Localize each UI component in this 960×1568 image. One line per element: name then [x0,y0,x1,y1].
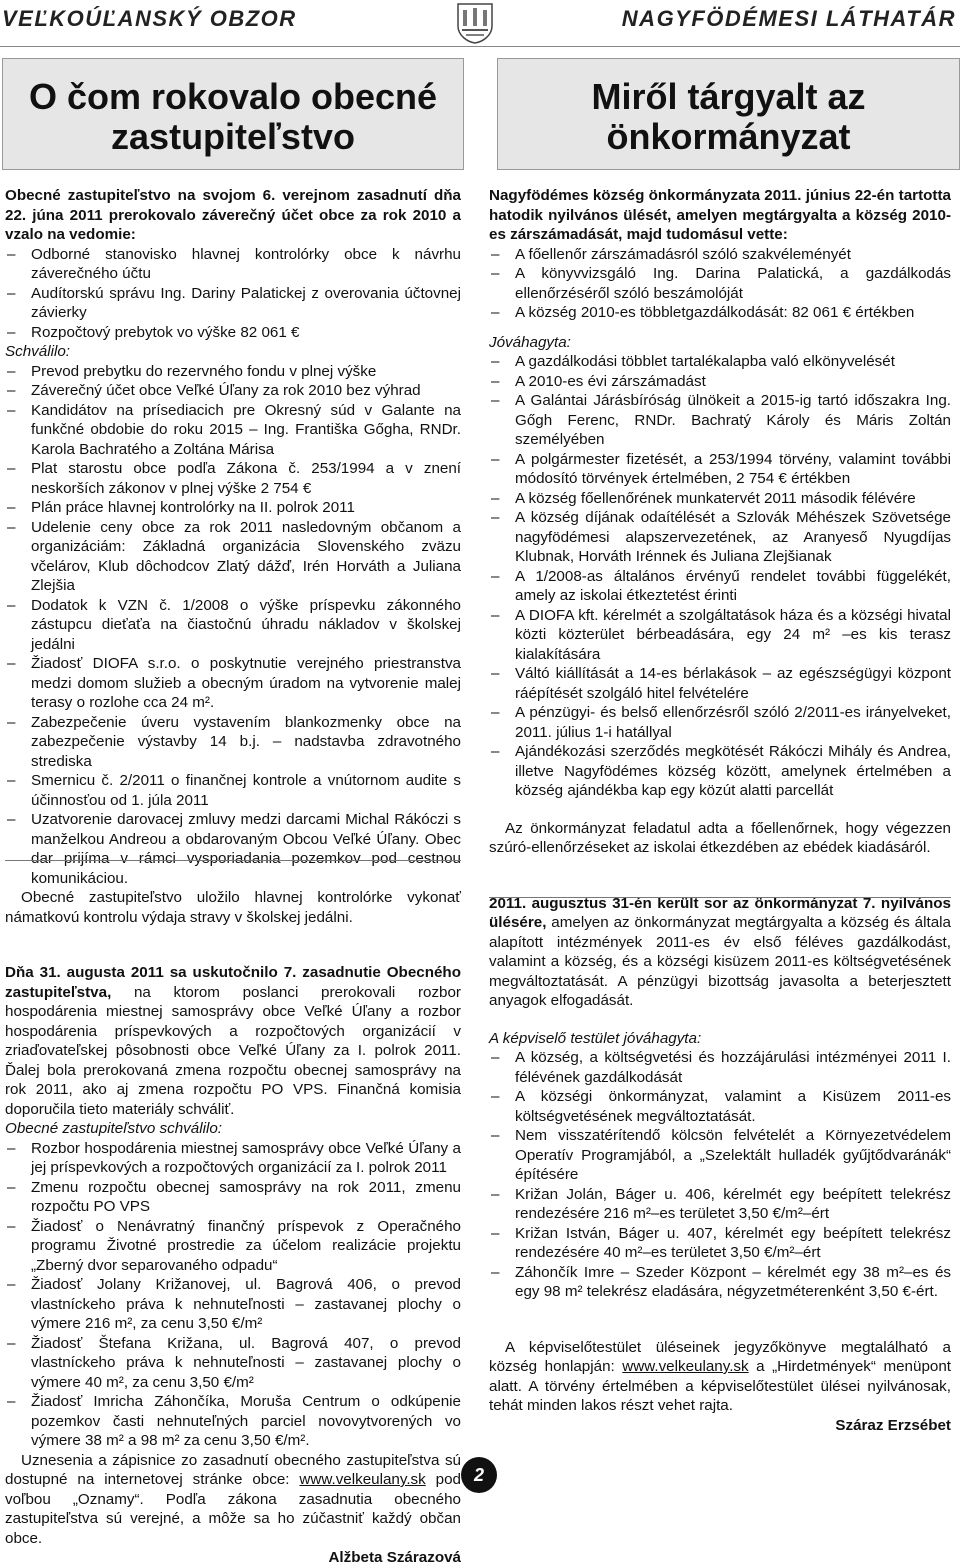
list-item: – A község, a költségvetési és hozzájárulási intézményei 2011 I. félévének gazdálkodását [489,1048,951,1087]
list-item: – Križan István, Báger u. 407, kérelmét egy beépített telekrész rendezésére 40 m²–es területet 3,50 €/m²–ért [489,1224,951,1263]
list-item: – Prevod prebytku do rezervného fondu v plnej výške [5,362,461,382]
list-item: – A DIOFA kft. kérelmét a szolgáltatások háza és a községi hivatal közti közterület bérbeadására, egy 24 m² –es kis terasz kialakítására [489,606,951,665]
right-signature: Száraz Erzsébet [835,1416,951,1434]
list-item: – Smernicu č. 2/2011 o finančnej kontrole a vnútornom audite s účinnosťou od 1. júla 2011 [5,771,461,810]
closing-text: a „Hirdetmények“ menüpont alatt. A törvény értelmében a képviselőtestület ülései nyilvánosak, tehát minden lakos részt vehet rajta. [489,1358,951,1414]
list-item: – A község díjának odaítélését a Szlovák Méhészek Szövetsége nagyfödémesi alapszervezetének, az Aranyeső Nyugdíjas Klubnak, Horváth Irénnek és Juliana Zlejšianak [489,508,951,567]
left-divider [5,860,461,861]
list-item: – Kandidátov na prísediacich pre Okresný súd v Galante na funkčné obdobie do roku 2015 – Ing. Františka Gőgha, RNDr. Karola Bachratého a Zoltána Márisa [5,401,461,460]
website-link[interactable]: www.velkeulany.sk [622,1358,749,1375]
page-header [0,0,960,47]
right-session2-text: amelyen az önkormányzat megtárgyalta a község és általa alapított intézmények 2011-es év első féléves gazdálkodást, valamint a község, és a községi kisüzem 2011-es költségvetésének megváltoztatását. A pénzügyi bizottság javasolta a beterjesztett anyagok elfogadását. [489,914,951,1009]
list-item: – Žiadosť DIOFA s.r.o. o poskytnutie verejného priestranstva medzi domom služieb a obecným úradom na vytvorenie malej terasy o rozlohe cca 24 m². [5,654,461,713]
right-approved-list [489,352,951,801]
list-item: – Rozbor hospodárenia miestnej samosprávy obce Veľké Úľany a jej príspevkových a rozpočtových organizácií za I. polrok 2011 [5,1139,461,1178]
list-item: – Plán práce hlavnej kontrolórky na II. polrok 2011 [5,498,461,518]
right-approved2-list [489,1048,951,1302]
list-item: – A főellenőr zárszámadásról szóló szakvéleményét [489,245,951,265]
coat-of-arms-icon [452,2,498,44]
right-article [489,186,951,1435]
left-approved2-label: Obecné zastupiteľstvo schválilo: [5,1120,223,1137]
list-item: – Rozpočtový prebytok vo výške 82 061 € [5,323,461,343]
right-divider [489,897,951,898]
left-intro: Obecné zastupiteľstvo na svojom 6. verejnom zasadnutí dňa 22. júna 2011 prerokovalo záverečný účet obce za rok 2010 a vzalo na vedomie: [5,187,461,243]
list-item: – A könyvvizsgáló Ing. Darina Palatická, a gazdálkodás ellenőrzéséről szóló beszámolóját [489,264,951,303]
closing-text: A képviselőtestület üléseinek jegyzőkönyve megtalálható a község honlapján: [489,1338,951,1375]
list-item: – A község főellenőrének munkatervét 2011 második félévére [489,489,951,509]
list-item: – Záhončík Imre – Szeder Központ – kérelmét egy 38 m²–es és egy 98 m² telekrész eladására, négyzetméterenként 3,50 €-ért. [489,1263,951,1302]
left-closing [5,1451,461,1549]
left-signature: Alžbeta Szárazová [328,1549,461,1566]
list-item: – Žiadosť Jolany Križanovej, ul. Bagrová 406, o prevod vlastníckeho práva k nehnuteľnosti – zastavanej plochy o výmere 216 m², za cenu 3,50 €/m² [5,1275,461,1334]
right-article-title: Miről tárgyalt az önkormányzat [591,76,866,157]
left-session2 [5,963,461,1119]
left-article-title: O čom rokovalo obecné zastupiteľstvo [28,76,438,157]
list-item: – Zmenu rozpočtu obecnej samosprávy na rok 2011, zmenu rozpočtu PO VPS [5,1178,461,1217]
left-approved-label: Schválilo: [5,343,70,360]
right-task: Az önkormányzat feladatul adta a főellenőrnek, hogy végezzen szúró-ellenőrzéseket az iskolai étkezdében az ebédek kiadásáról. [489,819,951,856]
list-item: – A 2010-es évi zárszámadást [489,372,951,392]
list-item: – Dodatok k VZN č. 1/2008 o výške príspevku zákonného zástupcu dieťaťa na čiastočnú úhradu nákladov v školskej jedálni [5,596,461,655]
list-item: – A gazdálkodási többlet tartalékalapba való elkönyvelését [489,352,951,372]
header-title-left: VEĽKOÚĽANSKÝ OBZOR [2,6,297,31]
list-item: – Audítorskú správu Ing. Dariny Palatickej z overovania účtovnej závierky [5,284,461,323]
left-title-band [2,58,464,170]
right-title-band [497,58,960,170]
left-approved-list [5,362,461,889]
list-item: – A 1/2008-as általános érvényű rendelet további függelékét, amely az iskolai étkeztetést érinti [489,567,951,606]
list-item: – Váltó kiállítását a 14-es bérlakások – az egészségügyi központ ráépítését szolgáló hitel felvételére [489,664,951,703]
list-item: – A polgármester fizetését, a 253/1994 törvény, valamint további módosító törvények értelmében, 2 754 € értékben [489,450,951,489]
right-approved-label: Jóváhagyta: [489,333,571,351]
closing-text: Uznesenia a zápisnice zo zasadnutí obecného zastupiteľstva sú dostupné na internetovej stránke obce: [5,1451,461,1488]
list-item: – A Galántai Járásbíróság ülnökeit a 2015-ig tartó időszakra Ing. Gőgh Ferenc, RNDr. Bachratý Károly és Máris Zoltán személyében [489,391,951,450]
list-item: – A község 2010-es többletgazdálkodását: 82 061 € értékben [489,303,951,323]
list-item: – A községi önkormányzat, valamint a Kisüzem 2011-es költségvetésének megváltoztatását. [489,1087,951,1126]
list-item: – Ajándékozási szerződés megkötését Rákóczi Mihály és Andrea, illetve Nagyfödémes község között, amelynek értelmében a község ajándékba kap egy közút alatti parcellát [489,742,951,801]
list-item: – Udelenie ceny obce za rok 2011 nasledovným občanom a organizáciám: Základná organizácia Slovenského zväzu včelárov, Klub dôchodcov Zlatý dážď, Irén Horváth a Juliana Zlejšia [5,518,461,596]
left-noted-list [5,245,461,343]
right-session2-lead: 2011. augusztus 31-én került sor az önkormányzat 7. nyilvános ülésére, [489,894,951,931]
list-item: – Zabezpečenie úveru vystavením blankozmenky obce na zabezpečenie výstavby 14 b.j. – nadstavba zdravotného strediska [5,713,461,772]
page-number: 2 [461,1457,497,1493]
right-approved2-label: A képviselő testület jóváhagyta: [489,1029,702,1047]
right-noted-list [489,245,951,323]
right-closing [489,1338,951,1416]
left-session2-lead: Dňa 31. augusta 2011 sa uskutočnilo 7. zasadnutie Obecného zastupiteľstva, [5,964,461,1001]
list-item: – Žiadosť Štefana Križana, ul. Bagrová 407, o prevod vlastníckeho práva k nehnuteľnosti – zastavanej plochy o výmere 40 m², za cenu 3,50 €/m² [5,1334,461,1393]
left-task: Obecné zastupiteľstvo uložilo hlavnej kontrolórke vykonať námatkovú kontrolu výdaja stravy v školskej jedálni. [5,889,461,926]
list-item: – Križan Jolán, Báger u. 406, kérelmét egy beépített telekrész rendezésére 216 m²–es területet 3,50 €/m²–ért [489,1185,951,1224]
left-approved2-list [5,1139,461,1451]
closing-text: pod voľbou „Oznamy“. Podľa zákona zasadnutia obecného zastupiteľstva sú verejné, a môže sa ho zúčastniť každý občan obce. [5,1471,461,1547]
list-item: – Nem visszatérítendő kölcsön felvételét a Környezetvédelem Operatív Programjából, a „Szelektált hulladék gyűjtődvaránák“ építésére [489,1126,951,1185]
list-item: – Žiadosť Imricha Záhončíka, Moruša Centrum o odkúpenie pozemkov časti nehnuteľných parciel novovytvorených vo výmere 38 m² a 98 m² za cenu 3,50 €/m². [5,1392,461,1451]
header-title-right: NAGYFÖDÉMESI LÁTHATÁR [621,6,956,31]
website-link[interactable]: www.velkeulany.sk [299,1471,426,1488]
list-item: – Plat starostu obce podľa Zákona č. 253/1994 a v znení neskorších zákonov v plnej výške 2 754 € [5,459,461,498]
list-item: – Odborné stanovisko hlavnej kontrolórky obce k návrhu záverečného účtu [5,245,461,284]
right-intro: Nagyfödémes község önkormányzata 2011. június 22-én tartotta hatodik nyilvános ülését, amelyen megtárgyalta a község 2010-es zárszámadását, majd tudomásul vette: [489,187,951,243]
left-article [5,186,461,1568]
left-session2-text: na ktorom poslanci prerokovali rozbor hospodárenia miestnej samosprávy obce Veľké Úľany a rozbor hospodárenia príspevkových a rozpočtových organizácií v zriaďovateľskej pôsobnosti obce Veľké Úľany za I. polrok 2011. Ďalej bola prerokovaná zmena rozpočtu obecnej samosprávy na rok 2011, ako aj zmena rozpočtu PO VPS. Finančná komisia doporučila tieto materiály schváliť. [5,983,461,1118]
list-item: – Uzatvorenie darovacej zmluvy medzi darcami Michal Rákóczi s manželkou Andreou a obdarovaným Obcou Veľké Úľany. Obec dar prijíma v rámci vysporiadania pozemkov pod cestnou komunikáciou. [5,810,461,888]
list-item: – Záverečný účet obce Veľké Úľany za rok 2010 bez výhrad [5,381,461,401]
right-session2 [489,894,951,1011]
list-item: – Žiadosť o Nenávratný finančný príspevok z Operačného programu Životné prostredie za účelom realizácie projektu „Zberný dvor separovaného odpadu“ [5,1217,461,1276]
list-item: – A pénzügyi- és belső ellenőrzésről szóló 2/2011-es irányelveket, 2011. július 1-i hatállyal [489,703,951,742]
